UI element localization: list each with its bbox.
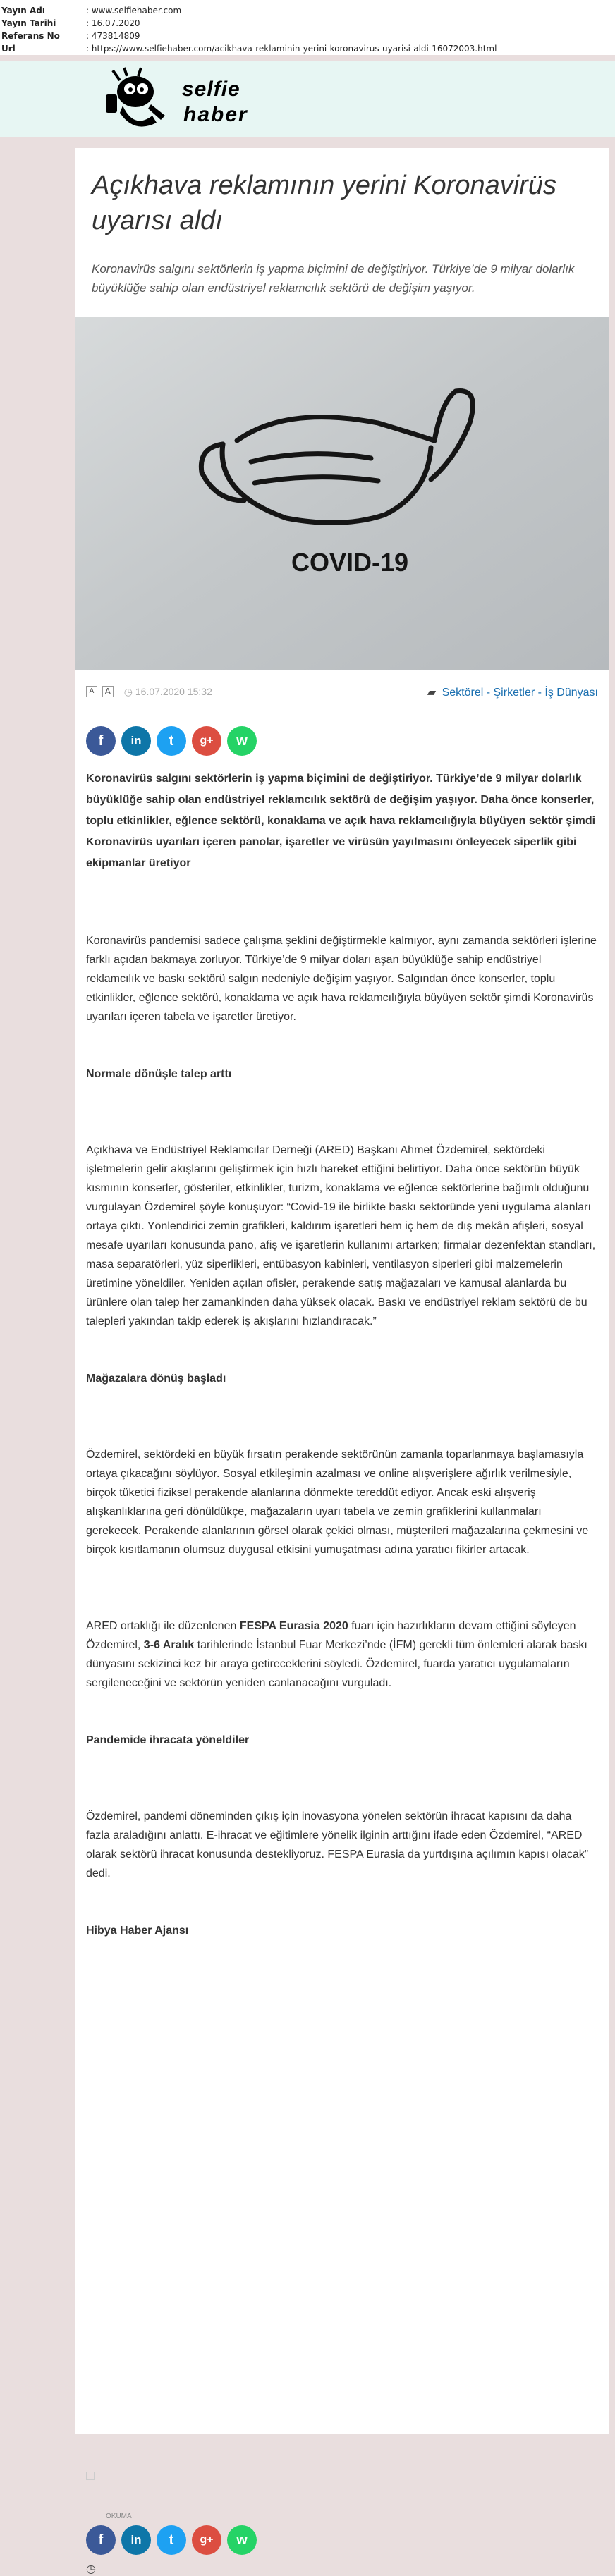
meta-row-url — [0, 41, 615, 54]
p4-part: ARED ortaklığı ile düzenlenen — [86, 1620, 240, 1632]
okuma-label: OKUMA — [106, 2513, 132, 2520]
logo-text-selfie: selfie — [182, 78, 240, 101]
covid-mask-graffiti-image — [75, 317, 609, 670]
logo-text-haber: haber — [183, 103, 248, 126]
meta-key: Referans No — [1, 31, 60, 41]
article-toolbar — [86, 685, 598, 702]
subheading-1: Normale dönüşle talep arttı — [86, 1068, 232, 1080]
clock-icon: ◷ — [123, 685, 133, 697]
placeholder-box — [86, 2472, 95, 2480]
paragraph-5: Özdemirel, pandemi döneminden çıkış için inovasyona yönelen sektörün ihracat kapısını da daha fazla araladığını anlattı. E-ihracat ve eğitimlere yönelik ilginin arttığını ifade eden Özdemirel, “ARED olarak sektörü ihracat konusunda destekliyoruz. FESPA Eurasia da yurtdışına açılımın kapısı olacak” dedi. — [86, 1810, 589, 1879]
share-buttons-bottom — [86, 2525, 257, 2556]
linkedin-share-button[interactable]: in — [121, 2525, 151, 2555]
p4-bold-date: 3-6 Aralık — [143, 1639, 195, 1651]
paragraph-4 — [86, 1617, 598, 1693]
subheading-3: Pandemide ihracata yöneldiler — [86, 1734, 250, 1746]
font-decrease-button[interactable]: A — [86, 686, 97, 697]
article-card — [75, 148, 609, 2575]
meta-row-ref — [0, 28, 615, 41]
article-body — [86, 768, 598, 1940]
site-header — [0, 61, 615, 137]
hero-image — [75, 317, 609, 670]
article-summary: Koronavirüs salgını sektörlerin iş yapma biçimini de değiştiriyor. Türkiye’de 9 milyar dolarlık büyüklüğe sahip olan endüstriyel reklamcılık sektörü de değişim yaşıyor. Daha önce konserler, toplu etkinlikler, eğlence sektörü, konaklama ve açık hava reklamcılığıyla büyüyen sektör şimdi Koronavirüs uyarıları içeren panolar, işaretler ve virüsün yayılmasını önleyecek siperlik gibi ekipmanlar üretiyor — [86, 773, 596, 869]
site-logo[interactable] — [92, 66, 254, 131]
facebook-share-button[interactable]: f — [86, 2525, 116, 2555]
font-increase-button[interactable]: A — [102, 686, 114, 697]
paragraph-3: Özdemirel, sektördeki en büyük fırsatın perakende sektörünün zamanla toparlanmaya başlamasıyla ortaya çıkacağını söylüyor. Sosyal etkileşimin azalması ve online alışverişlere ağırlık verilmesiyle, birçok tüketici fiziksel perakende alanlarına dönmekte tereddüt ediyor. Ancak eski alışveriş alışkanlıklarına geri dönüldükçe, mağazaların uyarı tabela ve zemin grafiklerini kullanmaları gerekecek. Perakende alanlarının görsel olarak çekici olması, müşterileri mağazalarına çekmesini ve birçok kısıtlamanın olumsuz duygusal etkisini yumuşatması adına yaratıcı fikirler artacak. — [86, 1449, 589, 1556]
category-links[interactable] — [427, 685, 598, 699]
twitter-share-button[interactable]: t — [157, 2525, 186, 2555]
selfie-mascot-icon — [92, 66, 176, 131]
meta-value: : 16.07.2020 — [86, 18, 140, 28]
meta-key: Yayın Adı — [1, 6, 45, 16]
meta-key: Yayın Tarihi — [1, 18, 56, 28]
meta-value: : www.selfiehaber.com — [86, 6, 182, 16]
meta-value: : 473814809 — [86, 31, 140, 41]
linkedin-share-button[interactable]: in — [121, 726, 151, 756]
meta-row-date — [0, 16, 615, 28]
paragraph-2: Açıkhava ve Endüstriyel Reklamcılar Derneği (ARED) Başkanı Ahmet Özdemirel, sektördeki işletmelerin gelir akışlarını geliştirmek için hızlı hareket ettiğini belirtiyor. Daha önce sektörün büyük kısmının konserler, gösteriler, etkinlikler, turizm, konaklama ve eğlence sektörlerine bağımlı olduğunu vurgulayan Özdemirel şöyle konuşuyor: “Covid-19 ile birlikte baskı sektöründe yeni uygulama alanları ortaya çıktı. Yönlendirici zemin grafikleri, kaldırım işaretleri hem iç hem de dış mekân afişleri, sosyal mesafe uyarıları konusunda pano, afiş ve işaretlerin kullanımı artarken; firmalar dezenfektan standları, masa separatörleri, yüz siperlikleri, entübasyon kabinleri, ventilasyon siperleri gibi malzemelerin üretimine yöneldiler. Yeniden açılan ofisler, perakende satış mağazaları ve kamusal alanlarda bu ürünlere olan talep her zamankinden daha yüksek olacak. Baskı ve endüstriyel reklam sektörü de bu talepleri yakından takip ederek iş akışlarını hızlandıracak.” — [86, 1144, 596, 1327]
meta-key: Url — [1, 44, 16, 54]
facebook-share-button[interactable]: f — [86, 726, 116, 756]
clock-icon: ◷ — [86, 2563, 96, 2575]
p4-bold-event: FESPA Eurasia 2020 — [239, 1620, 348, 1632]
paragraph-1: Koronavirüs pandemisi sadece çalışma şeklini değiştirmekle kalmıyor, aynı zamanda sektörleri işlerine farklı açıdan bakmaya zorluyor. Türkiye’de 9 milyar doları aşan büyüklüğe sahip endüstriyel reklamcılık ve baskı sektörü salgın nedeniyle değişim yaşıyor. Salgından önce konserler, toplu etkinlikler, eğlence sektörü, konaklama ve açık hava reklamcılığıyla büyüyen sektör şimdi Koronavirüs uyarıları içeren tabela ve işaretler üretiyor. — [86, 935, 597, 1023]
share-buttons-top — [86, 726, 257, 757]
googleplus-share-button[interactable]: g+ — [192, 726, 221, 756]
article-title: Açıkhava reklamının yerini Koronavirüs uyarısı aldı — [92, 171, 556, 235]
twitter-share-button[interactable]: t — [157, 726, 186, 756]
p4-part: fuarı için hazırlıkların devam ettiğini söyleyen Özdemirel, — [86, 1620, 576, 1651]
meta-row-name — [0, 0, 615, 16]
whatsapp-share-button[interactable]: w — [227, 2525, 257, 2555]
whatsapp-share-button[interactable]: w — [227, 726, 257, 756]
p4-part: tarihlerinde İstanbul Fuar Merkezi’nde (İFM) gerekli tüm önlemleri alarak baskı dünyasını sekizinci kez bir araya getireceklerini söyledi. Özdemirel, fuarda yaratıcı uygulamaların sergileneceğini ve sektörün yeniden canlanacağını vurguladı. — [86, 1639, 587, 1689]
googleplus-share-button[interactable]: g+ — [192, 2525, 221, 2555]
subheading-2: Mağazalara dönüş başladı — [86, 1373, 226, 1385]
metadata-header — [0, 0, 615, 55]
article-lead: Koronavirüs salgını sektörlerin iş yapma biçimini de değiştiriyor. Türkiye’de 9 milyar dolarlık büyüklüğe sahip olan endüstriyel reklamcılık sektörü de değişim yaşıyor. — [92, 262, 575, 295]
article-source: Hibya Haber Ajansı — [86, 1925, 189, 1937]
category-text[interactable]: Sektörel - Şirketler - İş Dünyası — [442, 687, 598, 699]
publish-date-text: 16.07.2020 15:32 — [135, 685, 212, 697]
hero-covid-text: COVID-19 — [291, 548, 409, 577]
meta-value: : https://www.selfiehaber.com/acikhava-reklaminin-yerini-koronavirus-uyarisi-aldi-16072003.html — [86, 44, 497, 54]
publish-date — [124, 686, 212, 698]
folder-icon: ▰ — [427, 687, 437, 699]
